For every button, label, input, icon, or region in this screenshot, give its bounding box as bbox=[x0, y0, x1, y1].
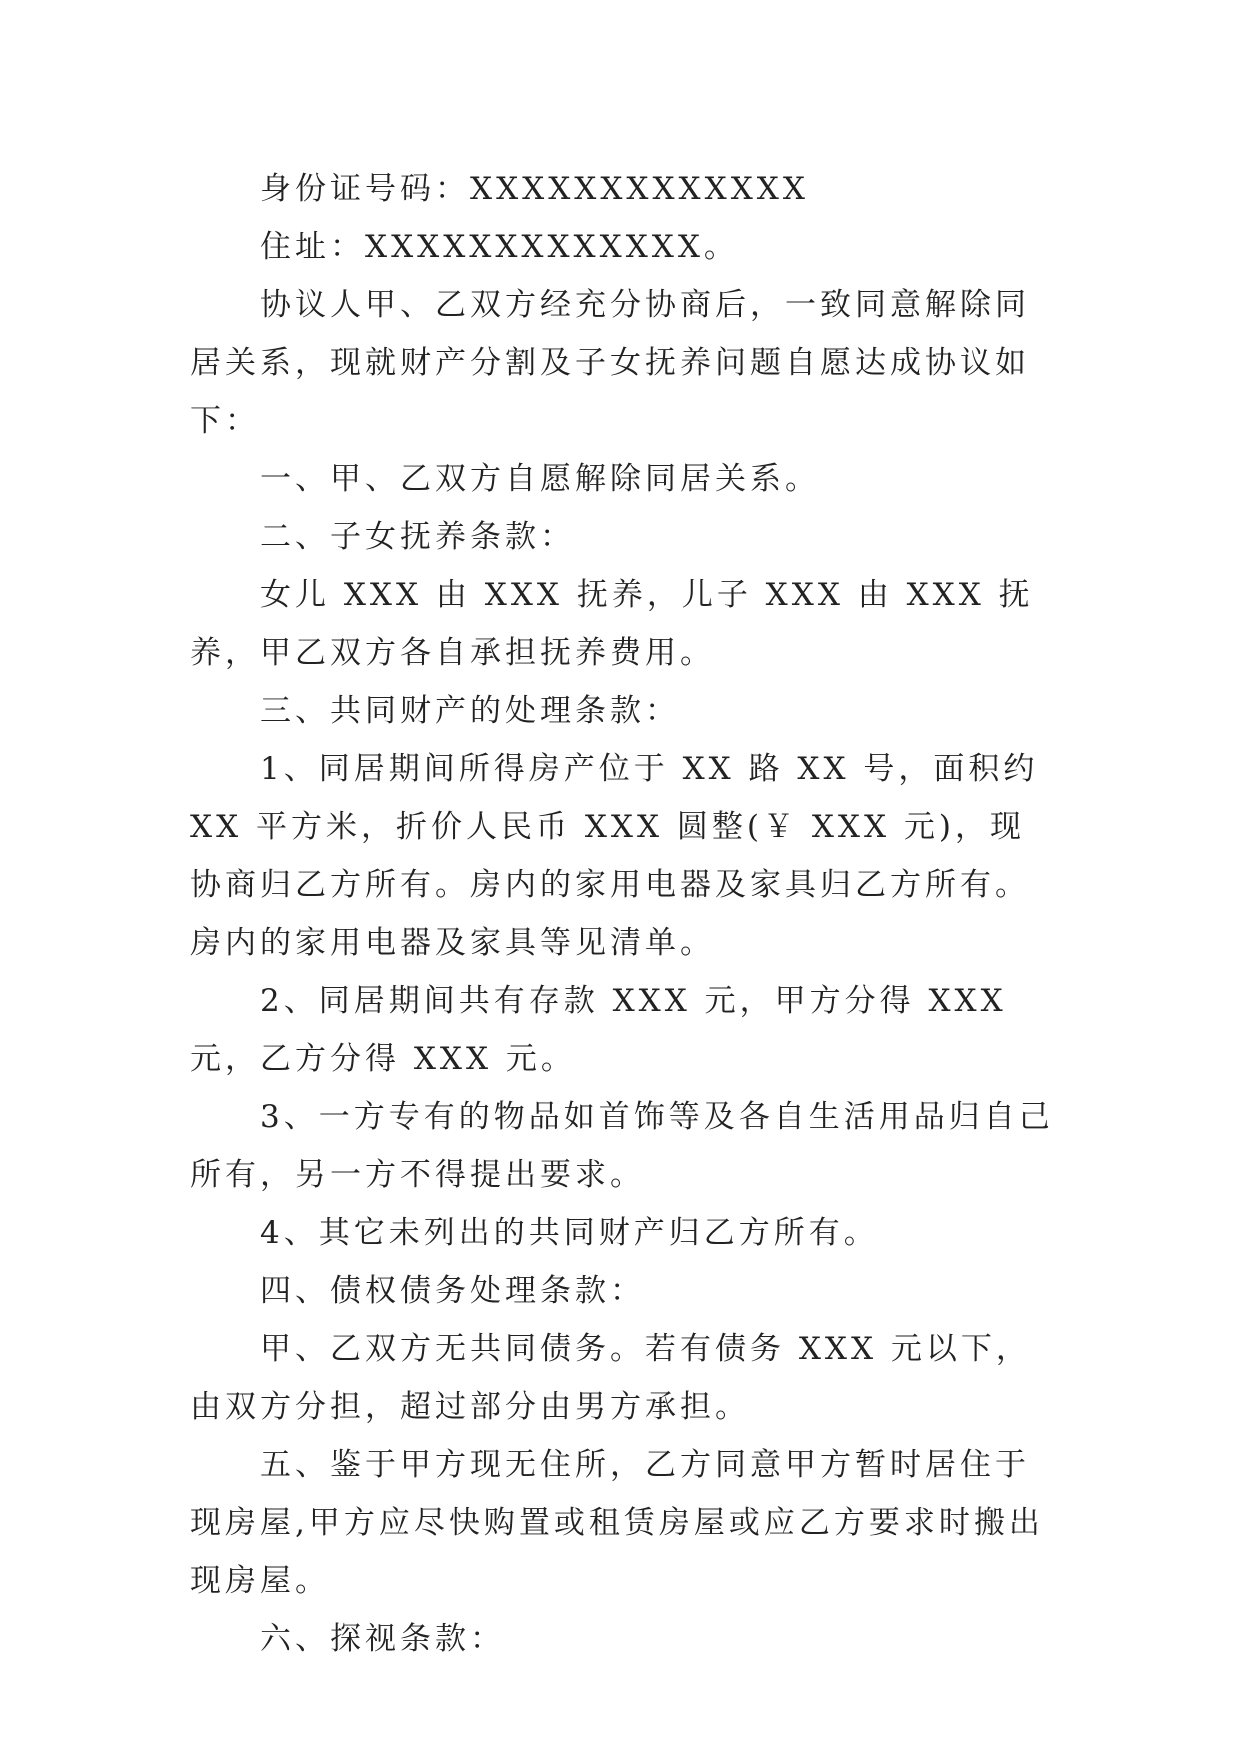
clause-6-heading: 六、探视条款： bbox=[260, 1621, 505, 1657]
clause-4-heading: 四、债权债务处理条款： bbox=[260, 1273, 645, 1309]
agreement-intro: 协议人甲、乙双方经充分协商后，一致同意解除同居关系，现就财产分割及子女抚养问题自愿达成协议如下： bbox=[190, 287, 1030, 439]
clause-2-body: 女儿 XXX 由 XXX 抚养，儿子 XXX 由 XXX 抚养，甲乙双方各自承担抚养费用。 bbox=[190, 577, 1034, 671]
clause-3-item-4: 4、其它未列出的共同财产归乙方所有。 bbox=[260, 1215, 879, 1251]
clause-3-item-1: 1、同居期间所得房产位于 XX 路 XX 号，面积约 XX 平方米，折价人民币 XXX 圆整(￥ XXX 元)，现协商归乙方所有。房内的家用电器及家具归乙方所有。房内的家用电器及家具等见清单。 bbox=[190, 751, 1039, 961]
clause-3-item-3: 3、一方专有的物品如首饰等及各自生活用品归自己所有，另一方不得提出要求。 bbox=[190, 1099, 1054, 1193]
clause-3-heading: 三、共同财产的处理条款： bbox=[260, 693, 680, 729]
clause-3-item-2: 2、同居期间共有存款 XXX 元，甲方分得 XXX 元，乙方分得 XXX 元。 bbox=[190, 983, 1007, 1077]
clause-2-heading: 二、子女抚养条款： bbox=[260, 519, 575, 555]
clause-4-body: 甲、乙双方无共同债务。若有债务 XXX 元以下，由双方分担，超过部分由男方承担。 bbox=[190, 1331, 1031, 1425]
document-body bbox=[190, 160, 1058, 1668]
clause-1: 一、甲、乙双方自愿解除同居关系。 bbox=[260, 461, 820, 497]
address-line: 住址：XXXXXXXXXXXXX。 bbox=[260, 229, 739, 265]
clause-5: 五、鉴于甲方现无住所，乙方同意甲方暂时居住于现房屋,甲方应尽快购置或租赁房屋或应乙方要求时搬出现房屋。 bbox=[190, 1447, 1044, 1599]
id-number-line: 身份证号码：XXXXXXXXXXXXX bbox=[260, 171, 809, 207]
